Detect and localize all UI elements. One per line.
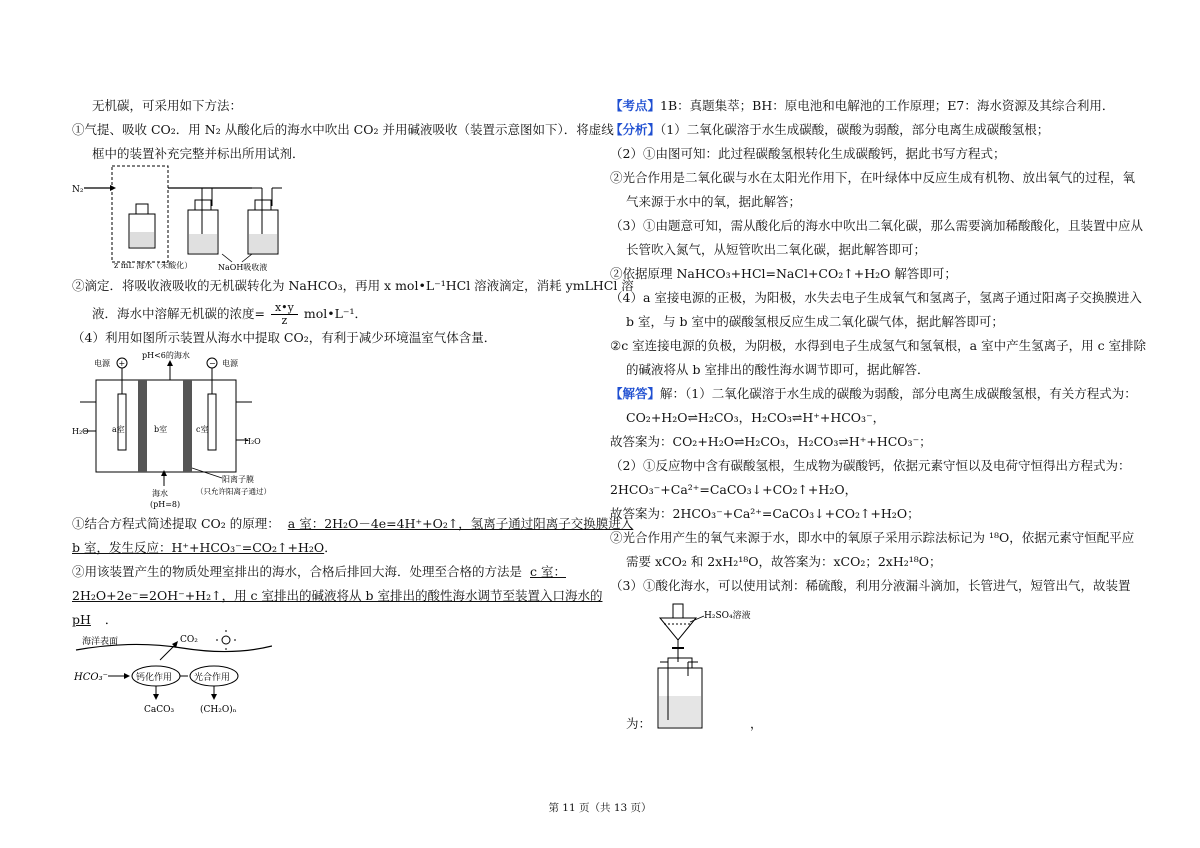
text-line: 为： [626,716,652,731]
ch2o-label: (CH₂O)ₙ [200,705,237,715]
section-tag-kaodian: 【考点】 [610,98,661,113]
plus-sign: + [118,359,126,368]
carbon-cycle-figure [72,630,272,720]
fraction-numerator: x•y [271,302,298,315]
photosynthesis-label: 光合作用 [194,673,231,683]
caco3-label: CaCO₃ [144,705,175,715]
text-line: （2）①由图可知：此过程碳酸氢根转化生成碳酸钙，据此书写方程式； [610,146,1006,161]
membrane-right [183,380,192,472]
room-c-label: c室 [196,425,209,434]
sea-inlet-label: 海水 [152,489,168,498]
cathode [208,394,216,450]
acidification-apparatus-figure [640,596,790,736]
kaodian-text: 1B：真题集萃；BH：原电池和电解池的工作原理；E7：海水资源及其综合利用． [660,98,1115,113]
text-line: （3）①由题意可知，需从酸化后的海水中吹出二氧化碳，那么需要滴加稀酸酸化，且装置中应从 [610,218,1143,233]
text-line [72,540,337,556]
h2so4-label: H₂SO₄溶液 [704,611,751,621]
text-line: ②依据原理 NaHCO₃+HCl=NaCl+CO₂↑+H₂O 解答即可； [610,266,957,281]
absorber-1 [188,188,218,254]
text-line [72,564,566,580]
fraction-denominator: z [281,314,288,327]
answer-text: 2H₂O+2e⁻=2OH⁻+H₂↑，用 c 室排出的碱液将从 b 室排出的酸性海水调节至装置入口海水的 [72,588,603,603]
anode [118,394,126,450]
concentration-prefix: 液．海水中溶解无机碳的浓度= [92,306,265,321]
text-line: （2）①反应物中含有碳酸氢根，生成物为碳酸钙，依据元素守恒以及电荷守恒得出方程式为： [610,458,1131,473]
text-line: 无机碳，可采用如下方法： [92,98,243,113]
calcification-label: 钙化作用 [136,673,173,683]
text-line: 需要 xCO₂ 和 2xH₂¹⁸O，故答案为：xCO₂；2xH₂¹⁸O； [626,554,942,569]
h2o-left-label: H₂O [72,427,89,436]
room-b-label: b室 [154,425,168,434]
section-tag-jieda: 【解答】 [610,386,661,401]
fraction [271,302,298,327]
n2-label: N₂ [72,185,84,195]
absorber-2 [248,188,282,254]
apparatus-figure [72,162,372,272]
text-line: （4）a 室接电源的正极，为阳极，水失去电子生成氧气和氢离子，氢离子通过阳离子交换膜进入 [610,290,1142,305]
text-line [610,98,1114,114]
section-tag-fenxi: 【分析】 [610,122,661,137]
power-left-label: 电源 [94,359,110,368]
membrane-note: （只允许阳离子通过） [196,487,271,496]
concentration-unit: mol•L⁻¹． [303,306,368,321]
membrane-label: 阳离子膜 [222,475,254,484]
text-line: ②c 室连接电源的负极，为阴极，水得到电子生成氢气和氢氧根，a 室中产生氢离子，用 c 室排除 [610,338,1147,353]
text-line [72,588,602,604]
punctuation: ． [104,612,118,627]
electrolysis-figure [72,350,312,510]
text-line [72,612,117,628]
method-prefix: ②用该装置产生的物质处理室排出的海水，合格后排回大海．处理至合格的方法是 [72,564,523,579]
text-line: 2HCO₃⁻+Ca²⁺=CaCO₃↓+CO₂↑+H₂O， [610,482,858,497]
answer-text: a 室：2H₂O－4e=4H⁺+O₂↑，氢离子通过阳离子交换膜进入 [287,516,634,531]
sea-bottle [129,204,155,248]
text-line [72,516,633,532]
text-line: ①气提、吸收 CO₂．用 N₂ 从酸化后的海水中吹出 CO₂ 并用碱液吸收（装置示意图如下）．将虚线 [72,122,614,137]
text-line [610,122,1049,138]
text-line: 故答案为：2HCO₃⁻+Ca²⁺=CaCO₃↓+CO₂↑+H₂O； [610,506,920,521]
punctuation: ． [324,540,337,555]
text-line: CO₂+H₂O⇌H₂CO₃，H₂CO₃⇌H⁺+HCO₃⁻， [626,410,886,425]
co2-label: CO₂ [180,635,198,645]
answer-text: c 室： [530,564,566,579]
text-line: ②滴定．将吸收液吸收的无机碳转化为 NaHCO₃，再用 x mol•L⁻¹HCl 溶液滴定，消耗 ymLHCl 溶 [72,278,634,293]
answer-text: pH [72,612,91,627]
sea-label: z mL 海水（未酸化） [114,261,193,270]
text-line [92,302,367,327]
text-line: 长管吹入氮气，从短管吹出二氧化碳，据此解答即可； [626,242,927,257]
room-a-label: a室 [112,425,125,434]
answer-text: b 室，发生反应：H⁺+HCO₃⁻=CO₂↑+H₂O [72,540,325,555]
text-line: 框中的装置补充完整并标出所用试剂． [92,146,305,161]
text-line: 气来源于水中的氧，据此解答； [626,194,802,209]
text-line: b 室，与 b 室中的碳酸氢根反应生成二氧化碳气体，据此解答即可； [626,314,1004,329]
principle-prefix: ①结合方程式简述提取 CO₂ 的原理： [72,516,280,531]
power-right-label: 电源 [222,359,238,368]
text-line: 故答案为：CO₂+H₂O⇌H₂CO₃，H₂CO₃⇌H⁺+HCO₃⁻； [610,434,932,449]
sun-icon [216,630,236,650]
ocean-surface-label: 海洋表面 [82,637,119,647]
text-line: ②光合作用产生的氧气来源于水，即水中的氧原子采用示踪法标记为 ¹⁸O，依据元素守恒配平应 [610,530,1135,545]
naoh-label: NaOH吸收液 [218,263,268,272]
solution-text: 解：（1）二氧化碳溶于水生成的碳酸为弱酸，部分电离生成碳酸氢根，有关方程式为： [660,386,1137,401]
ph-top-label: pH<6的海水 [142,351,190,360]
membrane-left [138,380,147,472]
h2o-right-label: H₂O [244,437,261,446]
minus-sign: − [209,359,216,368]
analysis-text: （1）二氧化碳溶于水生成碳酸，碳酸为弱酸，部分电离生成碳酸氢根； [660,122,1050,137]
separatory-funnel [660,618,696,640]
hco3-label: HCO₃⁻ [74,672,108,683]
page-footer: 第 11 页（共 13 页） [548,802,652,814]
text-line: （4）利用如图所示装置从海水中提取 CO₂，有利于减少环境温室气体含量． [72,330,497,345]
text-line: （3）①酸化海水，可以使用试剂：稀硫酸，利用分液漏斗滴加，长管进气，短管出气，故装置 [610,578,1131,593]
sea-ph-label: (pH=8) [150,500,181,509]
punctuation: ， [750,716,763,731]
text-line: ②光合作用是二氧化碳与水在太阳光作用下，在叶绿体中反应生成有机物、放出氧气的过程，氧 [610,170,1136,185]
text-line [610,386,1137,402]
text-line: 的碱液将从 b 室排出的酸性海水调节即可，据此解答． [626,362,930,377]
